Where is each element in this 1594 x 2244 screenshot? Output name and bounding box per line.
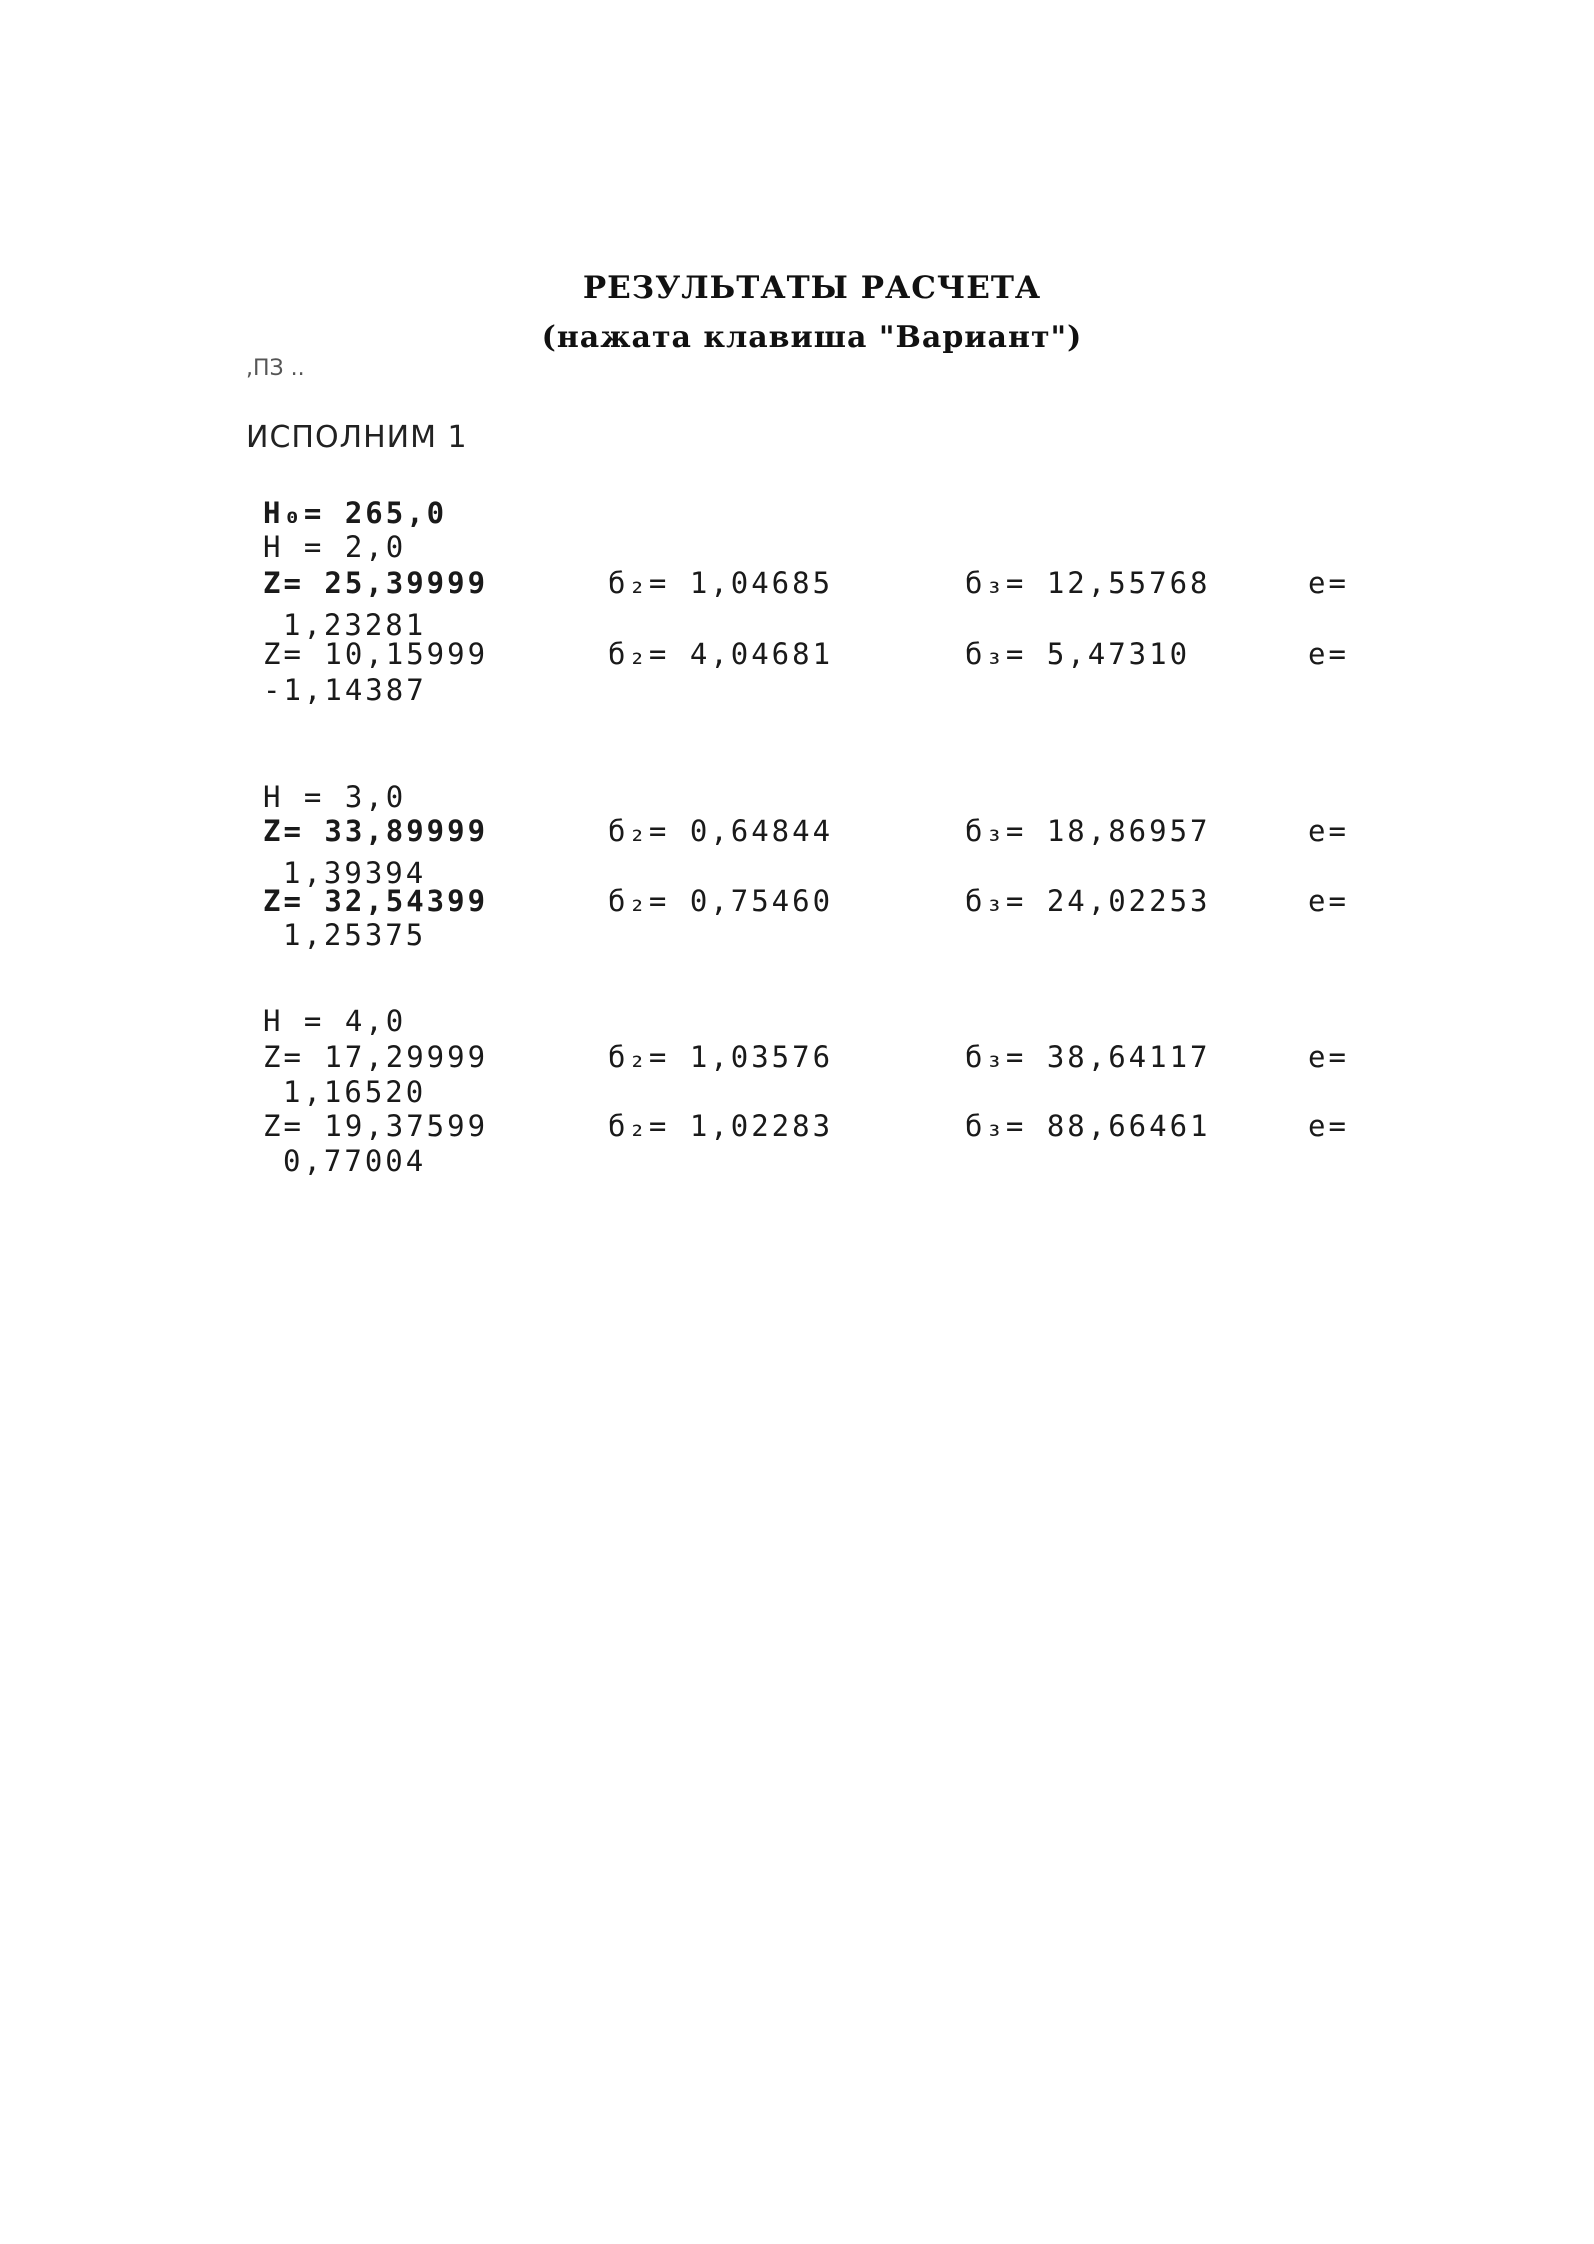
b2-value: б₂= 0,75460 — [608, 884, 834, 918]
e-label: е= — [1308, 566, 1349, 600]
e-label: е= — [1308, 637, 1349, 671]
extra-value: 1,16520 — [283, 1075, 427, 1109]
b3-value: б₃= 12,55768 — [965, 566, 1211, 600]
material-label: ИСПОЛНИМ 1 — [246, 420, 468, 455]
z-value: Z= 32,54399 — [263, 884, 489, 918]
document-subtitle: (нажата клавиша "Вариант") — [541, 320, 1083, 355]
z-value: Z= 19,37599 — [263, 1109, 489, 1143]
e-label: е= — [1308, 814, 1349, 848]
b3-value: б₃= 5,47310 — [965, 637, 1191, 671]
z-value: Z= 33,89999 — [263, 814, 489, 848]
extra-value: 1,39394 — [283, 856, 427, 890]
h-value: Н = 3,0 — [263, 780, 407, 814]
extra-value: 1,23281 — [283, 608, 427, 642]
z-value: Z= 25,39999 — [263, 566, 489, 600]
h-value: Н = 2,0 — [263, 530, 407, 564]
extra-value: 1,25375 — [283, 918, 427, 952]
b2-value: б₂= 1,04685 — [608, 566, 834, 600]
b3-value: б₃= 38,64117 — [965, 1040, 1211, 1074]
h-value: Н = 4,0 — [263, 1004, 407, 1038]
e-label: е= — [1308, 1109, 1349, 1143]
b2-value: б₂= 0,64844 — [608, 814, 834, 848]
z-value: Z= 10,15999 — [263, 637, 489, 671]
b3-value: б₃= 88,66461 — [965, 1109, 1211, 1143]
document-title: РЕЗУЛЬТАТЫ РАСЧЕТА — [582, 270, 1042, 306]
e-label: е= — [1308, 1040, 1349, 1074]
extra-value: -1,14387 — [263, 673, 427, 707]
b2-value: б₂= 1,02283 — [608, 1109, 834, 1143]
b3-value: б₃= 18,86957 — [965, 814, 1211, 848]
h0-value: Н₀= 265,0 — [263, 496, 448, 530]
extra-value: 0,77004 — [283, 1144, 427, 1178]
document-header — [0, 270, 1594, 355]
corner-mark: ,ПЗ .. — [246, 356, 305, 381]
e-label: е= — [1308, 884, 1349, 918]
z-value: Z= 17,29999 — [263, 1040, 489, 1074]
b2-value: б₂= 1,03576 — [608, 1040, 834, 1074]
b2-value: б₂= 4,04681 — [608, 637, 834, 671]
b3-value: б₃= 24,02253 — [965, 884, 1211, 918]
